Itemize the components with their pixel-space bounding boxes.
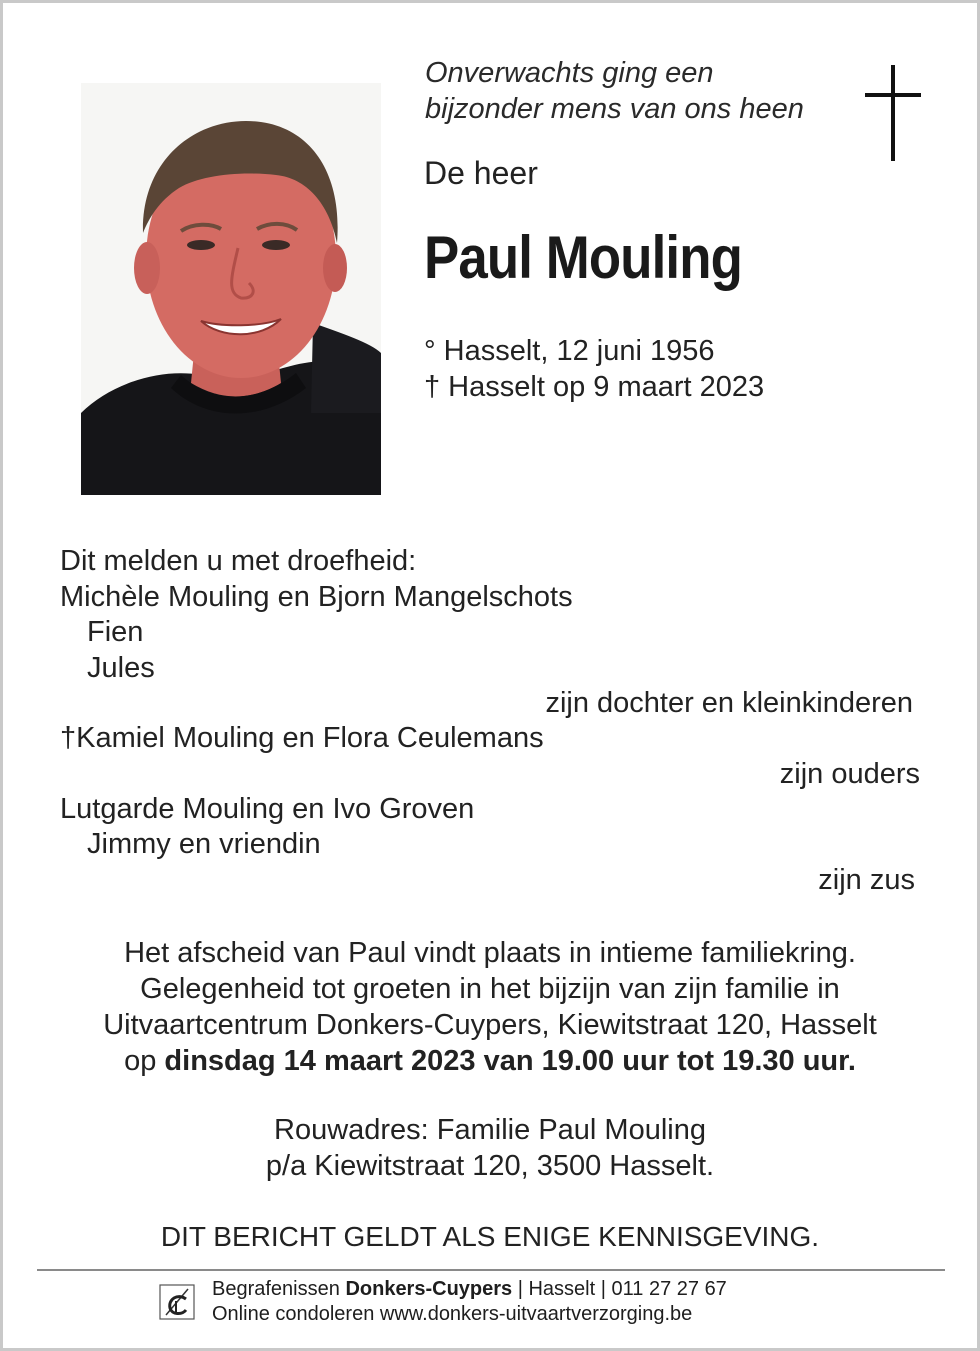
footer-phone: 011 27 27 67 — [611, 1278, 727, 1300]
intro-text — [425, 55, 804, 127]
farewell-line-4-prefix: op — [124, 1045, 157, 1077]
deceased-name: Paul Mouling — [424, 224, 742, 291]
farewell-line-3: Uitvaartcentrum Donkers-Cuypers, Kiewitstraat 120, Hasselt — [103, 1009, 877, 1041]
mourning-address — [3, 1112, 977, 1184]
title-prefix: De heer — [424, 155, 538, 191]
footer — [212, 1277, 727, 1327]
family-member: Lutgarde Mouling en Ivo Groven — [60, 793, 475, 825]
farewell-text — [3, 935, 977, 1079]
footer-online-line — [212, 1302, 727, 1327]
portrait-photo — [81, 83, 381, 495]
family-member: †Kamiel Mouling en Flora Ceulemans — [60, 722, 544, 754]
footer-company-line — [212, 1277, 727, 1302]
family-relation: zijn ouders — [779, 758, 920, 790]
footer-city: Hasselt — [528, 1278, 596, 1300]
footer-company-name: Donkers-Cuypers — [345, 1278, 513, 1300]
funeral-home-logo-icon — [158, 1281, 198, 1321]
footer-company-prefix: Begrafenissen — [212, 1278, 340, 1300]
address-line-2: p/a Kiewitstraat 120, 3500 Hasselt. — [265, 1150, 715, 1182]
death-date: † Hasselt op 9 maart 2023 — [424, 371, 765, 403]
footer-divider — [37, 1269, 945, 1271]
farewell-datetime: dinsdag 14 maart 2023 van 19.00 uur tot 19.30 uur. — [164, 1045, 856, 1077]
life-dates — [424, 333, 764, 405]
family-member-indented: Jules — [87, 652, 155, 684]
intro-line-2: bijzonder mens van ons heen — [425, 93, 804, 125]
portrait-illustration — [81, 83, 381, 495]
family-member-indented: Fien — [87, 616, 144, 648]
footer-online-prefix: Online condoleren — [212, 1303, 375, 1325]
farewell-line-4 — [3, 1043, 977, 1079]
family-relation: zijn dochter en kleinkinderen — [545, 687, 913, 719]
family-intro: Dit melden u met droefheid: — [60, 545, 417, 577]
notice-text — [3, 1219, 977, 1255]
intro-line-1: Onverwachts ging een — [425, 57, 714, 89]
birth-date: ° Hasselt, 12 juni 1956 — [424, 335, 715, 367]
family-relation: zijn zus — [818, 864, 915, 896]
farewell-line-2: Gelegenheid tot groeten in het bijzijn van zijn familie in — [140, 973, 840, 1005]
family-member: Michèle Mouling en Bjorn Mangelschots — [60, 581, 573, 613]
footer-website-link[interactable]: www.donkers-uitvaartverzorging.be — [379, 1303, 693, 1325]
cross-icon — [865, 65, 921, 161]
farewell-line-1: Het afscheid van Paul vindt plaats in intieme familiekring. — [124, 937, 856, 969]
notice-line: DIT BERICHT GELDT ALS ENIGE KENNISGEVING. — [160, 1221, 820, 1252]
footer-separator: | — [517, 1278, 523, 1300]
family-member-indented: Jimmy en vriendin — [87, 828, 321, 860]
footer-separator: | — [600, 1278, 606, 1300]
address-line-1: Rouwadres: Familie Paul Mouling — [274, 1114, 706, 1146]
